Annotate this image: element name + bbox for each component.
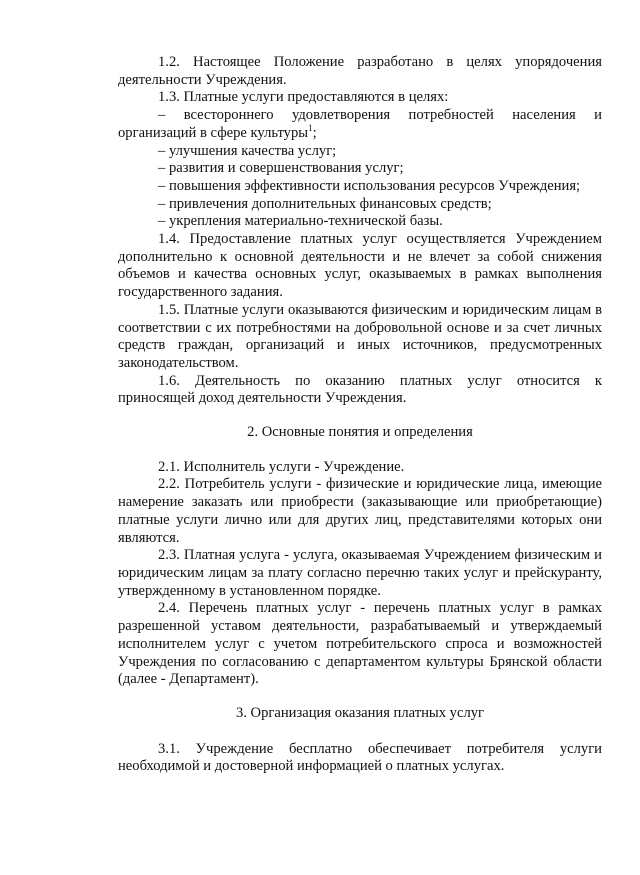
paragraph-2-3: 2.3. Платная услуга - услуга, оказываемая Учреждением физическим и юридическим лицам за плату согласно перечню таких услуг и прейскуранту, утвержденному в установленном порядке. (118, 547, 602, 599)
list-item-culture (118, 107, 602, 142)
paragraph-3-1: 3.1. Учреждение бесплатно обеспечивает потребителя услуги необходимой и достоверной информацией о платных услугах. (118, 740, 602, 775)
section-3-heading: 3. Организация оказания платных услуг (235, 704, 485, 721)
paragraph-2-2: 2.2. Потребитель услуги - физические и юридические лица, имеющие намерение заказать или приобрести (заказывающие или приобретающие) платные услуги лично или для других лиц, представителями которых они являются. (118, 476, 602, 546)
document-page (118, 54, 602, 776)
footnote-marker: 1 (308, 122, 313, 133)
paragraph-1-3: 1.3. Платные услуги предоставляются в целях: (158, 89, 449, 106)
list-item-efficiency: – повышения эффективности использования ресурсов Учреждения; (158, 177, 581, 194)
list-item-funding: – привлечения дополнительных финансовых средств; (158, 195, 492, 212)
list-item-quality: – улучшения качества услуг; (158, 142, 337, 159)
paragraph-1-4: 1.4. Предоставление платных услуг осуществляется Учреждением дополнительно к основной деятельности и не влечет за собой снижения объемов и качества основных услуг, оказываемых в рамках выполнения государственного задания. (118, 231, 602, 301)
paragraph-1-2: 1.2. Настоящее Положение разработано в целях упорядочения деятельности Учреждения. (118, 54, 602, 88)
paragraph-2-4: 2.4. Перечень платных услуг - перечень платных услуг в рамках разрешенной уставом деятельности, разрабатываемый и утверждаемый исполнителем услуг с учетом потребительского спроса и возможностей Учреждения по согласованию с департаментом культуры Брянской области (далее - Департамент). (118, 600, 602, 688)
list-item-base: – укрепления материально-технической базы. (158, 213, 443, 230)
list-item-culture-text: – всестороннего удовлетворения потребностей населения и организаций в сфере культуры (118, 107, 602, 141)
list-item-culture-end: ; (312, 124, 317, 141)
paragraph-1-5: 1.5. Платные услуги оказываются физическим и юридическим лицам в соответствии с их потребностями на добровольной основе и за счет личных средств граждан, организаций и иных источников, предусмотренных законодательством. (118, 301, 602, 371)
paragraph-1-6: 1.6. Деятельность по оказанию платных услуг относится к приносящей доход деятельности Учреждения. (118, 372, 602, 407)
list-item-development: – развития и совершенствования услуг; (158, 160, 404, 177)
paragraph-2-1: 2.1. Исполнитель услуги - Учреждение. (158, 458, 405, 475)
section-2-heading: 2. Основные понятия и определения (247, 424, 473, 441)
